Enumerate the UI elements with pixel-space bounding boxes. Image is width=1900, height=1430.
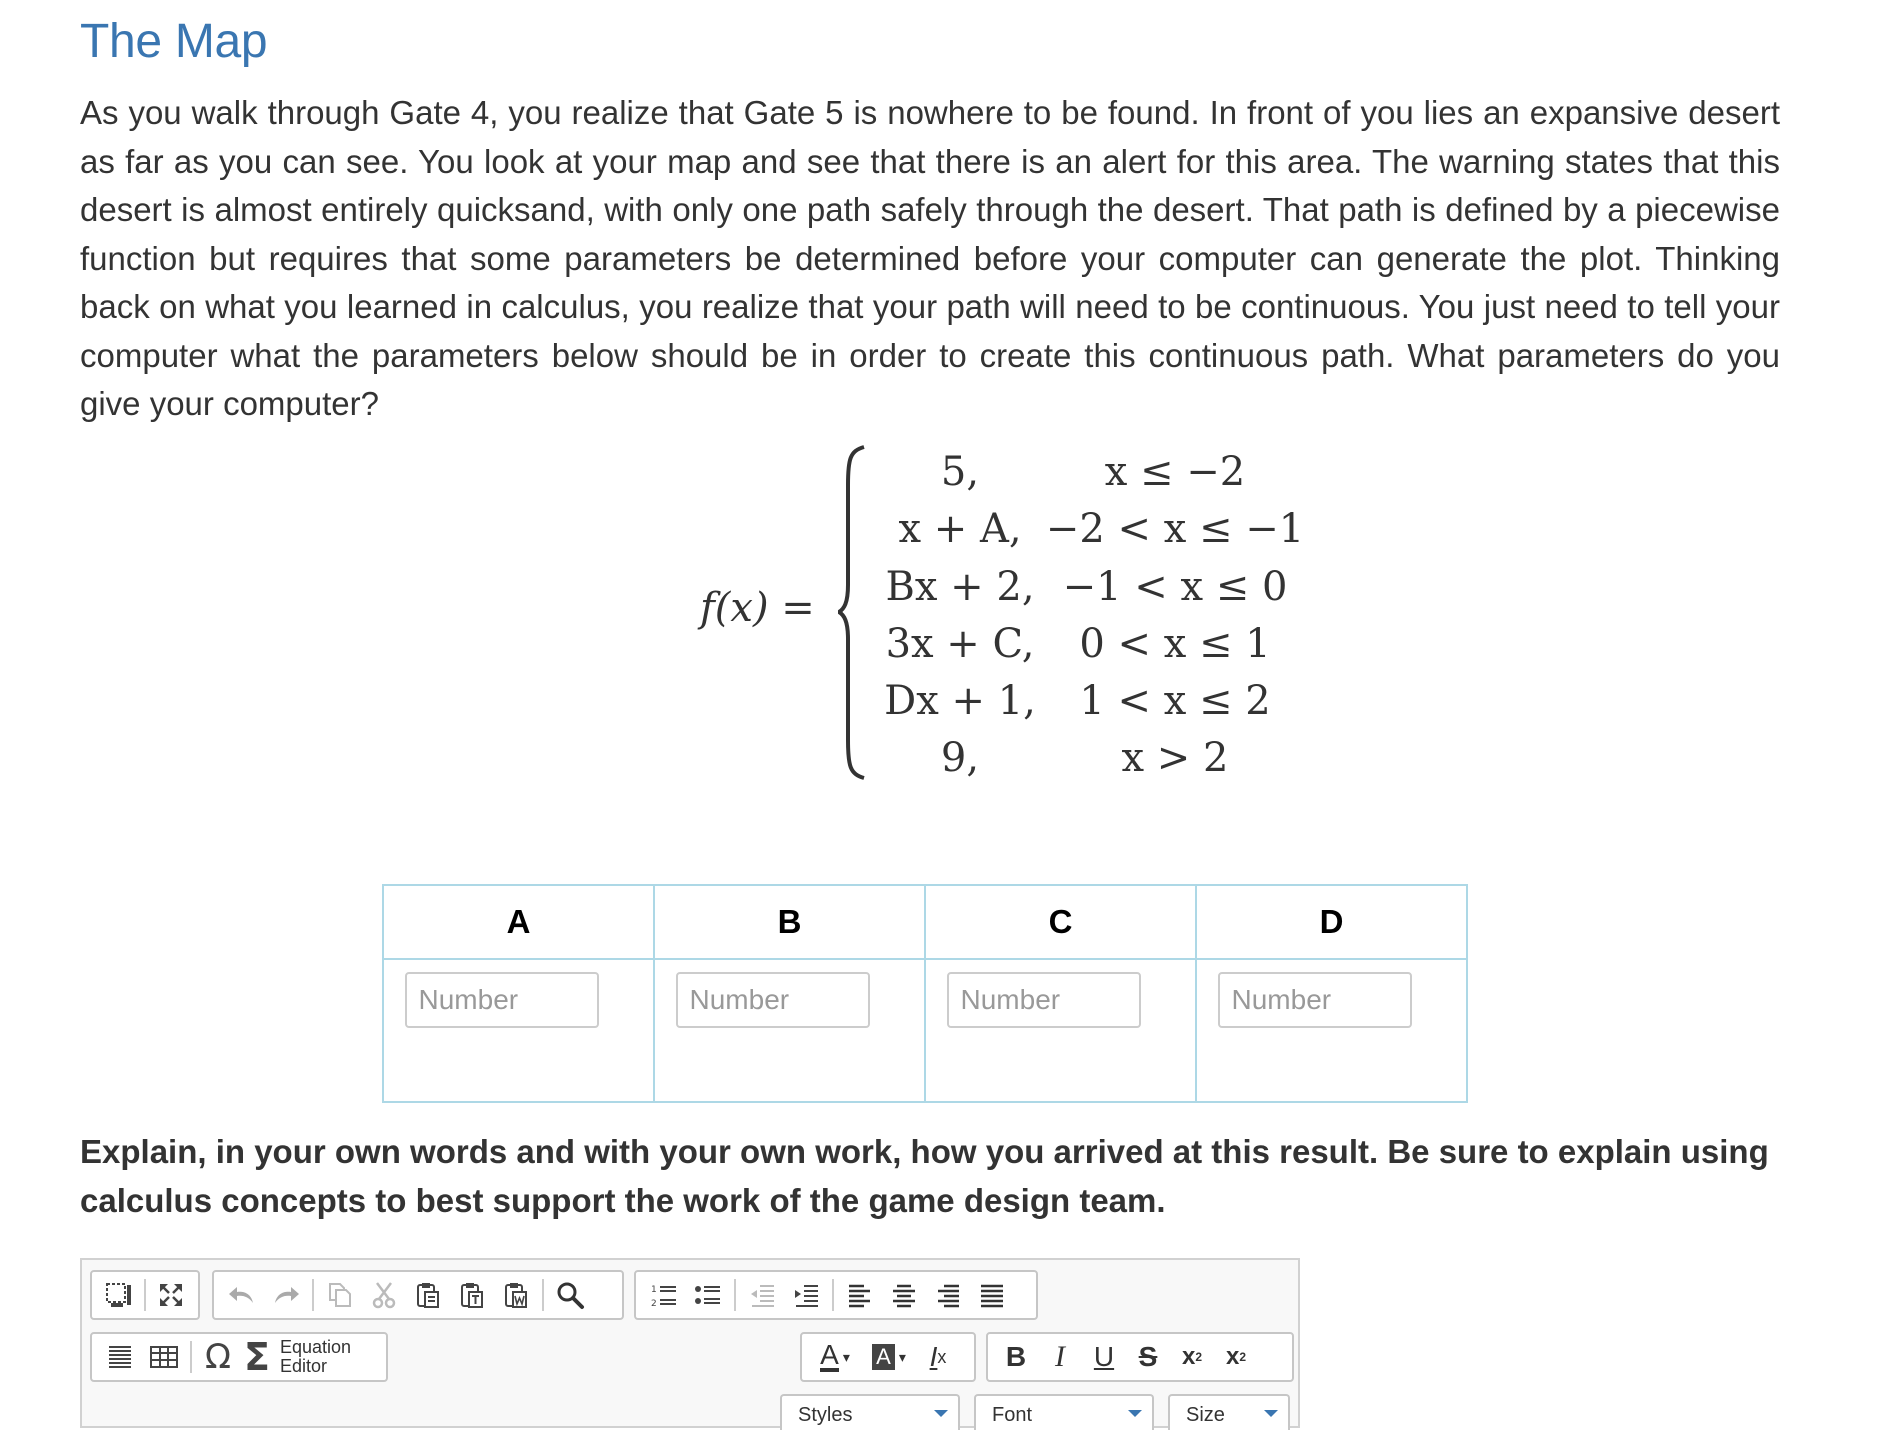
svg-text:1: 1 <box>651 1285 657 1295</box>
equation-label-line2: Editor <box>280 1356 328 1376</box>
toolbar-group-paragraph <box>634 1270 1038 1320</box>
parameters-table <box>382 884 1468 1103</box>
case-expr-5: Dx + 1, <box>884 678 1036 724</box>
cell-c <box>925 959 1196 1102</box>
case-cond-5: 1 < x ≤ 2 <box>1079 678 1271 724</box>
align-left-icon[interactable] <box>838 1273 882 1317</box>
case-expr-2: x + A, <box>898 506 1022 552</box>
toolbar-separator <box>190 1341 192 1373</box>
toolbar-separator <box>832 1279 834 1311</box>
font-dropdown[interactable] <box>974 1394 1154 1430</box>
case-expr-4: 3x + C, <box>885 621 1035 667</box>
size-label: Size <box>1186 1404 1225 1426</box>
equation-label-line1: Equation <box>280 1337 352 1357</box>
case-cond-4: 0 < x ≤ 1 <box>1079 621 1271 667</box>
align-right-icon[interactable] <box>926 1273 970 1317</box>
source-icon[interactable] <box>98 1273 140 1317</box>
formula-lhs: f(x) = <box>700 585 815 631</box>
size-dropdown[interactable] <box>1168 1394 1290 1430</box>
chevron-down-icon <box>1128 1410 1142 1417</box>
input-a[interactable] <box>405 972 599 1028</box>
equation-editor-label[interactable] <box>280 1338 351 1376</box>
underline-icon[interactable]: U <box>1093 1341 1115 1372</box>
table-icon[interactable] <box>142 1335 186 1379</box>
header-d: D <box>1196 885 1467 959</box>
styles-dropdown[interactable] <box>780 1394 960 1430</box>
bold-icon[interactable]: B <box>1005 1341 1027 1372</box>
outdent-icon[interactable] <box>740 1273 784 1317</box>
background-color-icon[interactable]: A ▾ <box>862 1335 916 1379</box>
toolbar-separator <box>734 1279 736 1311</box>
piecewise-formula <box>700 445 1320 780</box>
cell-b <box>654 959 925 1102</box>
numbered-list-icon[interactable] <box>642 1273 686 1317</box>
header-a: A <box>383 885 654 959</box>
case-cond-2: −2 < x ≤ −1 <box>1045 506 1305 552</box>
cell-a <box>383 959 654 1102</box>
superscript-icon[interactable]: x 2 <box>1225 1343 1247 1370</box>
redo-icon[interactable] <box>264 1273 308 1317</box>
undo-icon[interactable] <box>220 1273 264 1317</box>
chevron-down-icon <box>934 1410 948 1417</box>
paste-word-icon[interactable] <box>494 1273 538 1317</box>
header-b: B <box>654 885 925 959</box>
subscript-icon[interactable]: x 2 <box>1181 1343 1203 1370</box>
toolbar-separator <box>144 1279 146 1311</box>
maximize-icon[interactable] <box>150 1273 192 1317</box>
chevron-down-icon <box>1264 1410 1278 1417</box>
toolbar-separator <box>312 1279 314 1311</box>
bulleted-list-icon[interactable] <box>686 1273 730 1317</box>
explanation-prompt: Explain, in your own words and with your own work, how you arrived at this result. Be sure to explain using calculus concepts to best support the work of the game design team. <box>80 1133 1769 1219</box>
input-c[interactable] <box>947 972 1141 1028</box>
styles-label: Styles <box>798 1404 853 1426</box>
indent-icon[interactable] <box>784 1273 828 1317</box>
text-color-icon[interactable]: A ▾ <box>820 1339 850 1370</box>
table-header-row <box>383 885 1467 959</box>
table-row <box>383 959 1467 1102</box>
intro-paragraph: As you walk through Gate 4, you realize that Gate 5 is nowhere to be found. In front of you lies an expansive desert as far as you can see. You look at your map and see that there is an alert for this area. The warning states that this desert is almost entirely quicksand, with only one path safely through the desert. That path is defined by a piecewise function but requires that some parameters be determined before your computer can generate the plot. Thinking back on what you learned in calculus, you realize that your path will need to be continuous. You just need to tell your computer what the parameters below should be in order to create this continuous path. What parameters do you give your computer? <box>80 94 1780 422</box>
input-b[interactable] <box>676 972 870 1028</box>
toolbar-group-view <box>90 1270 200 1320</box>
cell-d <box>1196 959 1467 1102</box>
copy-icon[interactable] <box>318 1273 362 1317</box>
header-c: C <box>925 885 1196 959</box>
page-title: The Map <box>80 15 268 68</box>
toolbar-separator <box>542 1279 544 1311</box>
case-expr-1: 5, <box>940 449 980 495</box>
sigma-icon[interactable]: Σ <box>244 1335 270 1379</box>
toolbar-group-insert <box>90 1332 388 1382</box>
rich-text-editor <box>80 1258 1300 1428</box>
remove-format-icon[interactable]: I x <box>929 1341 947 1372</box>
strikethrough-icon[interactable]: S <box>1138 1341 1158 1372</box>
toolbar-group-text-style <box>986 1332 1294 1382</box>
search-icon[interactable] <box>548 1273 592 1317</box>
italic-icon[interactable]: I <box>1055 1340 1065 1373</box>
case-cond-1: x ≤ −2 <box>1104 449 1246 495</box>
case-cond-3: −1 < x ≤ 0 <box>1062 564 1288 610</box>
paste-icon[interactable] <box>406 1273 450 1317</box>
left-brace <box>838 445 868 780</box>
align-justify-icon[interactable] <box>970 1273 1014 1317</box>
svg-text:2: 2 <box>651 1299 657 1309</box>
align-center-icon[interactable] <box>882 1273 926 1317</box>
toolbar-group-clipboard <box>212 1270 624 1320</box>
paste-text-icon[interactable] <box>450 1273 494 1317</box>
special-character-icon[interactable]: Ω <box>205 1337 231 1377</box>
cut-icon[interactable] <box>362 1273 406 1317</box>
input-d[interactable] <box>1218 972 1412 1028</box>
case-cond-6: x > 2 <box>1121 735 1229 781</box>
case-expr-3: Bx + 2, <box>885 564 1035 610</box>
case-expr-6: 9, <box>940 735 980 781</box>
horizontal-lines-icon[interactable] <box>98 1335 142 1379</box>
font-label: Font <box>992 1404 1033 1426</box>
toolbar-group-color <box>800 1332 976 1382</box>
